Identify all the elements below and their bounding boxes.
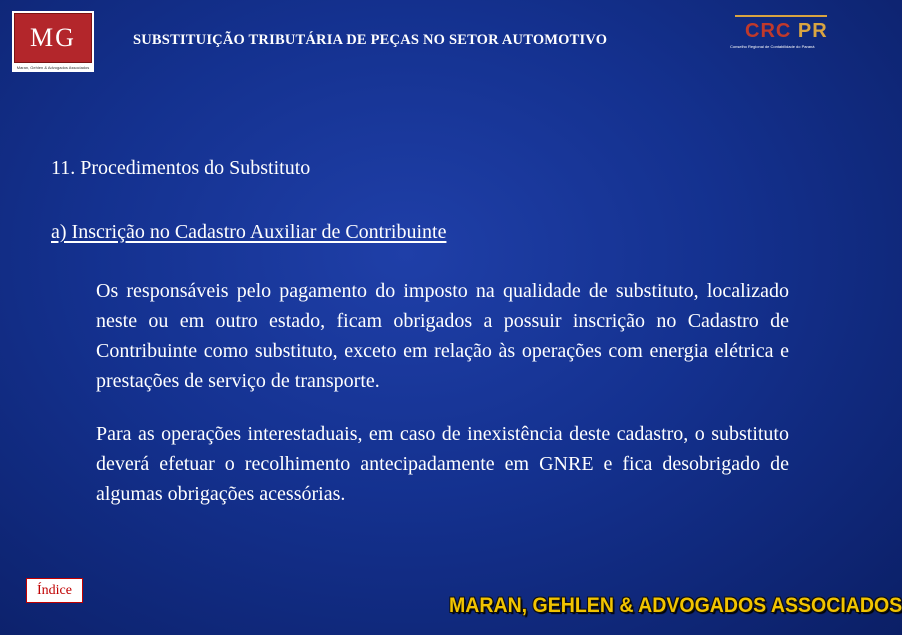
crc-logo-state: PR [797,20,828,42]
crc-logo-word: CRC [745,20,792,42]
mg-logo-text: MG [30,23,76,52]
index-button[interactable]: Índice [26,578,83,603]
firm-name-banner: MARAN, GEHLEN & ADVOGADOS ASSOCIADOS [449,594,902,617]
paragraph-1: Os responsáveis pelo pagamento do imposto na qualidade de substituto, localizado neste ou em outro estado, ficam obrigados a possuir inscrição no Cadastro de Contribuinte como substituto, exceto em relação às operações com energia elétrica e prestações de serviço de transporte. [96,280,789,392]
mg-logo [12,11,94,72]
mg-logo-mark [14,13,92,63]
section-title: 11. Procedimentos do Substituto [51,157,311,179]
crc-logo-tagline: Conselho Regional de Contabilidade do Paraná [730,44,815,49]
paragraph-2: Para as operações interestaduais, em caso de inexistência deste cadastro, o substituto deverá efetuar o recolhimento antecipadamente em GNRE e fica desobrigado de algumas obrigações acessórias. [96,423,789,505]
mg-logo-subtitle: Maran, Gehlen & Advogados Associados [16,65,90,70]
crc-pr-logo [727,11,837,53]
sub-title: a) Inscrição no Cadastro Auxiliar de Contribuinte [51,221,447,243]
crc-logo-bar [735,15,827,17]
crc-logo-wordmark [745,20,828,43]
header-title: SUBSTITUIÇÃO TRIBUTÁRIA DE PEÇAS NO SETOR AUTOMOTIVO [133,32,608,48]
